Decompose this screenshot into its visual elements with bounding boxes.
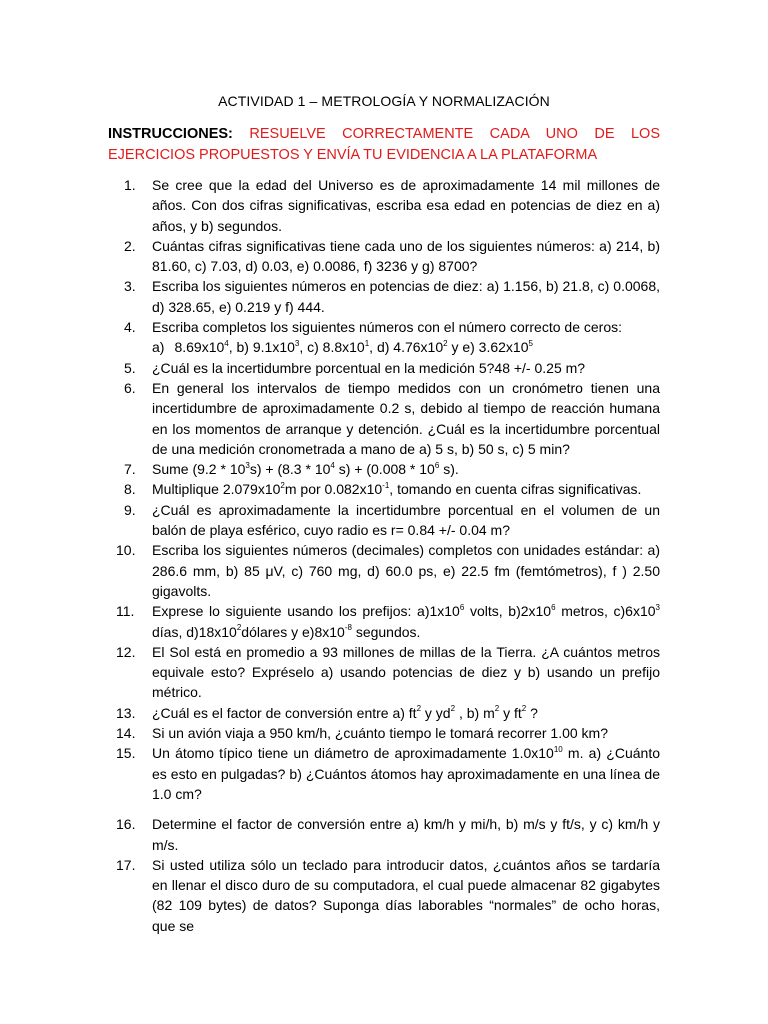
item-number: 5. [124, 359, 136, 376]
exercise-item [108, 378, 660, 459]
item4-subline: a) $8.69x10^4$, b) $9.1x10^3$, c) $8.8x10^1$, d) $4.76x10^2$ y e) $3.62x10^5$ [152, 338, 533, 356]
exercise-item [108, 479, 660, 499]
exercise-item [108, 855, 660, 936]
item-number: 16. [116, 816, 136, 833]
item-text: El Sol está en promedio a 93 millones de millas de la Tierra. ¿A cuántos metros equivale esto? Expréselo a) usando potencias de diez y b) usando un prefijo métrico. [152, 643, 660, 701]
item-number: 12. [116, 643, 136, 660]
document-title: ACTIVIDAD 1 – METROLOGÍA Y NORMALIZACIÓN [218, 93, 550, 109]
item-text: Un átomo típico tiene un diámetro de aproximadamente $1.0x10^{10}$ m. a) ¿Cuánto es esto en pulgadas? b) ¿Cuántos átomos hay aproximadamente en una línea de 1.0 cm? [152, 744, 660, 802]
exercise-item [108, 236, 660, 277]
item-number: 9. [124, 501, 136, 518]
item-number: 8. [124, 481, 136, 498]
item-text: Se cree que la edad del Universo es de aproximadamente 14 mil millones de años. Con dos cifras significativas, escriba esa edad en potencias de diez en a) años, y b) segundos. [152, 177, 660, 234]
instructions [108, 124, 660, 165]
item-number: 2. [124, 237, 136, 254]
exercise-item [108, 814, 660, 855]
exercise-item [108, 540, 660, 601]
item-text: Si un avión viaja a 950 km/h, ¿cuánto tiempo le tomará recorrer 1.00 km? [152, 725, 608, 742]
exercise-item [108, 500, 660, 541]
item-text: ¿Cuál es el factor de conversión entre a) $ft^2$ y $yd^2$ , b) $m^2$ y $ft^2$ ? [152, 704, 538, 721]
item-text: En general los intervalos de tiempo medidos con un cronómetro tienen una incertidumbre de aproximadamente 0.2 s, debido al tiempo de reacción humana en los momentos de arranque y detención. ¿Cuál es la incertidumbre porcentual de una medición cronometrada a mano de a) 5 s, b) 50 s, c) 5 min? [152, 379, 660, 457]
exercise-item [108, 723, 660, 743]
item-number: 10. [116, 542, 136, 559]
item-number: 7. [124, 461, 136, 478]
item-text: Cuántas cifras significativas tiene cada uno de los siguientes números: a) 214, b) 81.60, c) 7.03, d) 0.03, e) 0.0086, f) 3236 y g) 8700? [152, 237, 660, 275]
item-number: 6. [124, 379, 136, 396]
item-number: 3. [124, 278, 136, 295]
item-number: 17. [116, 856, 136, 873]
item-text: Escriba los siguientes números (decimales) completos con unidades estándar: a) 286.6 mm, b) 85 μV, c) 760 mg, d) 60.0 ps, e) 22.5 fm (femtómetros), f ) 2.50 gigavolts. [152, 542, 660, 599]
exercise-item [108, 358, 660, 378]
exercise-list [108, 175, 660, 936]
item-text: Si usted utiliza sólo un teclado para introducir datos, ¿cuántos años se tardaría en llenar el disco duro de su computadora, el cual puede almacenar 82 gigabytes (82 109 bytes) de datos? Suponga días laborables “normales” de ocho horas, que se [152, 856, 660, 934]
item-number: 1. [124, 177, 136, 193]
instructions-text: RESUELVE CORRECTAMENTE CADA UNO DE LOS EJERCICIOS PROPUESTOS Y ENVÍA TU EVIDENCIA A LA PLATAFORMA [108, 126, 660, 163]
item-text: Determine el factor de conversión entre a) km/h y mi/h, b) m/s y ft/s, y c) km/h y m/s. [152, 816, 660, 853]
item-text: Escriba completos los siguientes números con el número correcto de ceros: [152, 319, 622, 336]
item-text: Exprese lo siguiente usando los prefijos: $a)1x10^6$ volts, $b)2x10^6$ metros, $c)6x10^3$ días, $d)18x10^2dólares$ y $e)8x10^{-8}$ segundos. [152, 602, 660, 640]
item-text: Escriba los siguientes números en potencias de diez: a) 1.156, b) 21.8, c) 0.0068, d) 328.65, e) 0.219 y f) 444. [152, 278, 660, 315]
item-text: ¿Cuál es aproximadamente la incertidumbre porcentual en el volumen de un balón de playa esférico, cuyo radio es r= 0.84 +/- 0.04 m? [152, 501, 660, 539]
item-number: 4. [124, 319, 136, 336]
instructions-label: INSTRUCCIONES: [108, 126, 233, 142]
exercise-item [108, 175, 660, 236]
item-text: Multiplique $2.079x10^2m$ por $0.082x10^{-1}$, tomando en cuenta cifras significativas. [152, 480, 642, 498]
exercise-item [108, 703, 660, 723]
exercise-item [108, 642, 660, 703]
exercise-item [108, 317, 660, 358]
exercise-item [108, 459, 660, 479]
item-text: Sume $(9.2 * 10^3s) + (8.3 * 10^4$ $s) + (0.008 * 10^6$ s). [152, 460, 459, 478]
exercise-item [108, 276, 660, 317]
item-number: 14. [116, 725, 136, 742]
exercise-item [108, 601, 660, 642]
exercise-item [108, 743, 660, 804]
item-number: 15. [116, 745, 136, 762]
item-text: ¿Cuál es la incertidumbre porcentual en la medición 5?48 +/- 0.25 m? [152, 359, 586, 376]
item-number: 13. [116, 704, 136, 721]
item-number: 11. [116, 603, 135, 620]
